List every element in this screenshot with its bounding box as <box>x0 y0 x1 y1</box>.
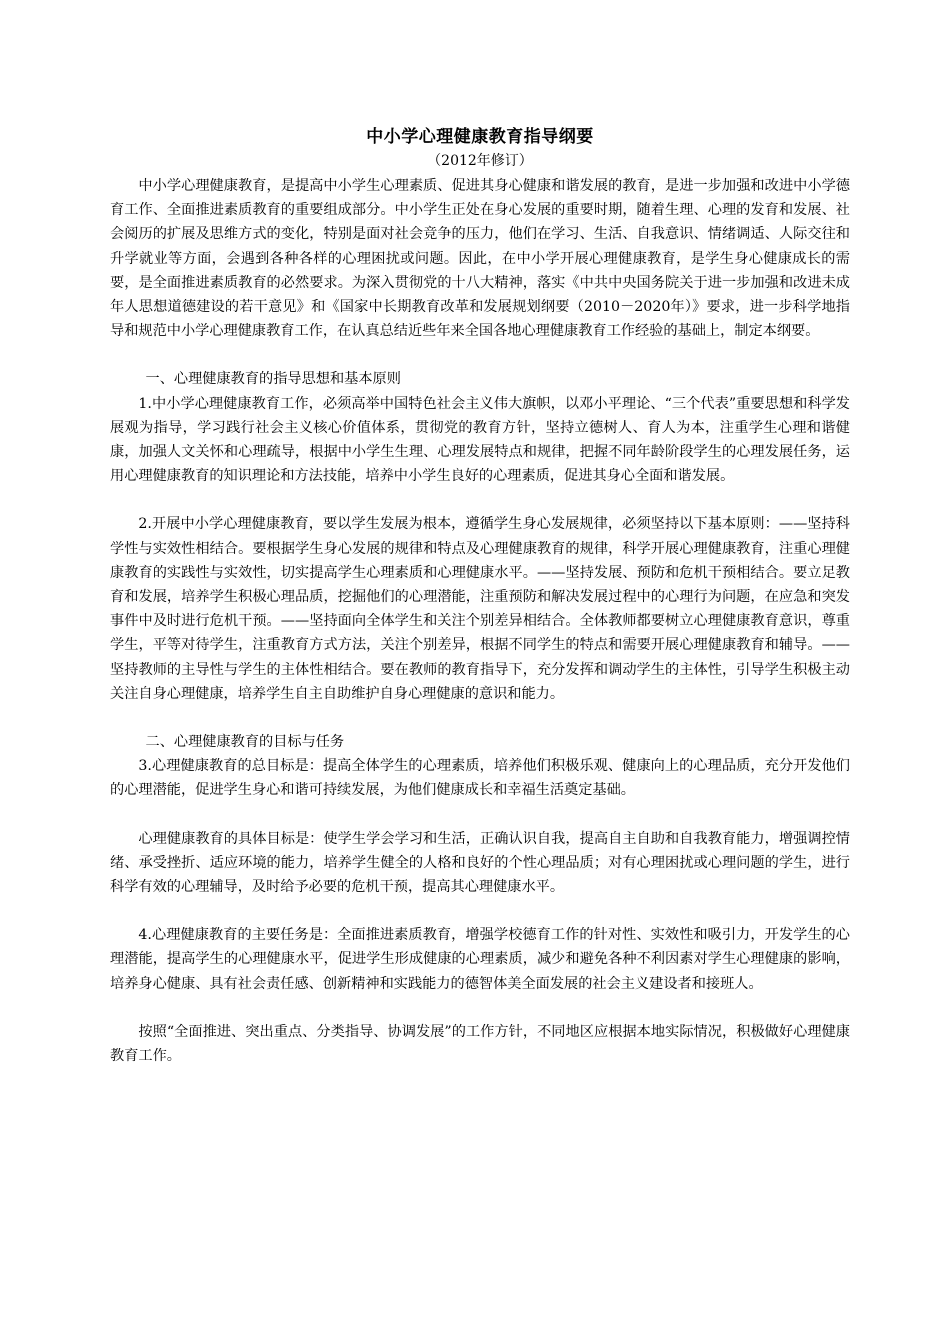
paragraph-1: 1.中小学心理健康教育工作，必须高举中国特色社会主义伟大旗帜，以邓小平理论、“三个代表”重要思想和科学发展观为指导，学习践行社会主义核心价值体系，贯彻党的教育方针，坚持立德树人、育人为本，注重学生心理和谐健康，加强人文关怀和心理疏导，根据中小学生生理、心理发展特点和规律，把握不同年龄阶段学生的心理发展任务，运用心理健康教育的知识理论和方法技能，培养中小学生良好的心理素质，促进其身心全面和谐发展。 <box>110 395 850 485</box>
intro-paragraph: 中小学心理健康教育，是提高中小学生心理素质、促进其身心健康和谐发展的教育，是进一步加强和改进中小学德育工作、全面推进素质教育的重要组成部分。中小学生正处在身心发展的重要时期，随着生理、心理的发育和发展、社会阅历的扩展及思维方式的变化，特别是面对社会竞争的压力，他们在学习、生活、自我意识、情绪调适、人际交往和升学就业等方面，会遇到各种各样的心理困扰或问题。因此，在中小学开展心理健康教育，是学生身心健康成长的需要，是全面推进素质教育的必然要求。为深入贯彻党的十八大精神，落实《中共中央国务院关于进一步加强和改进未成年人思想道德建设的若干意见》和《国家中长期教育改革和发展规划纲要（2010－2020年）》要求，进一步科学地指导和规范中小学心理健康教育工作，在认真总结近些年来全国各地心理健康教育工作经验的基础上，制定本纲要。 <box>110 178 850 340</box>
spacer <box>110 343 850 367</box>
paragraph-2: 2.开展中小学心理健康教育，要以学生发展为根本，遵循学生身心发展规律，必须坚持以下基本原则：——坚持科学性与实效性相结合。要根据学生身心发展的规律和特点及心理健康教育的规律，科学开展心理健康教育，注重心理健康教育的实践性与实效性，切实提高学生心理素质和心理健康水平。——坚持发展、预防和危机干预相结合。要立足教育和发展，培养学生积极心理品质，挖掘他们的心理潜能，注重预防和解决发展过程中的心理行为问题，在应急和突发事件中及时进行危机干预。——坚持面向全体学生和关注个别差异相结合。全体教师都要树立心理健康教育意识，尊重学生，平等对待学生，注重教育方式方法，关注个别差异，根据不同学生的特点和需要开展心理健康教育和辅导。——坚持教师的主导性与学生的主体性相结合。要在教师的教育指导下，充分发挥和调动学生的主体性，引导学生积极主动关注自身心理健康，培养学生自主自助维护自身心理健康的意识和能力。 <box>110 516 850 702</box>
spacer <box>110 803 850 827</box>
spacer <box>110 488 850 512</box>
paragraph-4: 4.心理健康教育的主要任务是：全面推进素质教育，增强学校德育工作的针对性、实效性和吸引力，开发学生的心理潜能，提高学生的心理健康水平，促进学生形成健康的心理素质，减少和避免各种不利因素对学生心理健康的影响，培养身心健康、具有社会责任感、创新精神和实践能力的德智体美全面发展的社会主义建设者和接班人。 <box>110 927 850 992</box>
spacer <box>110 899 850 923</box>
paragraph-3: 3.心理健康教育的总目标是：提高全体学生的心理素质，培养他们积极乐观、健康向上的心理品质，充分开发他们的心理潜能，促进学生身心和谐可持续发展，为他们健康成长和幸福生活奠定基础。 <box>110 758 850 799</box>
paragraph-3-specific-goals: 心理健康教育的具体目标是：使学生学会学习和生活，正确认识自我，提高自主自助和自我教育能力，增强调控情绪、承受挫折、适应环境的能力，培养学生健全的人格和良好的个性心理品质；对有心理困扰或心理问题的学生，进行科学有效的心理辅导，及时给予必要的危机干预，提高其心理健康水平。 <box>110 830 850 896</box>
paragraph-4-guideline: 按照“全面推进、突出重点、分类指导、协调发展”的工作方针，不同地区应根据本地实际情况，积极做好心理健康教育工作。 <box>110 1023 850 1065</box>
spacer <box>110 996 850 1020</box>
document-subtitle: （2012年修订） <box>427 153 533 169</box>
document-body <box>110 124 850 1068</box>
section-heading-2: 二、心理健康教育的目标与任务 <box>145 734 345 751</box>
spacer <box>110 706 850 730</box>
section-heading-1: 一、心理健康教育的指导思想和基本原则 <box>145 371 401 388</box>
document-title: 中小学心理健康教育指导纲要 <box>366 127 594 147</box>
